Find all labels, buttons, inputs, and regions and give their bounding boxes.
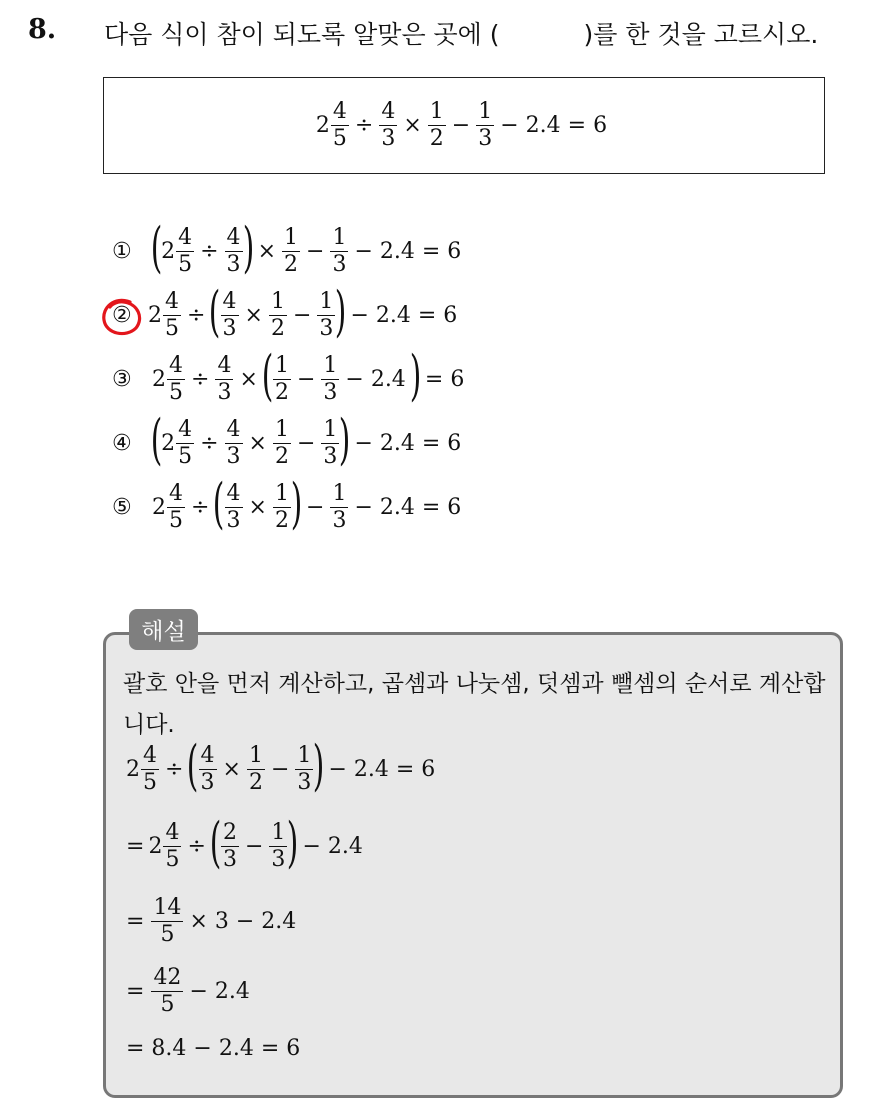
explanation-step-3: = $\frac{14}{5}$ × 3 − 2.4 (126, 895, 297, 947)
option-5-mark: ⑤ (112, 494, 132, 520)
explanation-step-1: 2 $\frac{4}{5}$ ÷ ( $\frac{4}{3}$ × $\frac{1}{2}$ − $\frac{1}{3}$ ) − 2.4 = 6 (126, 734, 436, 797)
option-2[interactable] (112, 280, 462, 343)
option-4[interactable] (112, 408, 466, 471)
option-5[interactable] (112, 472, 466, 535)
explanation-step-5: = 8.4 − 2.4 = 6 (126, 1036, 301, 1061)
option-4-mark: ④ (112, 430, 132, 456)
option-2-expression: 2 $\frac{4}{5}$ ÷ ( $\frac{4}{3}$ × $\frac{1}{2}$ − $\frac{1}{3}$ ) − 2.4 = 6 (148, 280, 458, 343)
explanation-step-2: = 2 $\frac{4}{5}$ ÷ ( $\frac{2}{3}$ − $\frac{1}{3}$ ) − 2.4 (126, 811, 363, 874)
option-2-mark: ② (112, 302, 132, 328)
explanation-step-4: = $\frac{42}{5}$ − 2.4 (126, 965, 250, 1017)
question-text: 다음 식이 참이 되도록 알맞은 곳에 ( )를 한 것을 고르시오. (104, 20, 819, 49)
option-3[interactable] (112, 344, 469, 407)
option-5-expression: 2 $\frac{4}{5}$ ÷ ( $\frac{4}{3}$ × $\frac{1}{2}$ ) − $\frac{1}{3}$ − 2.4 = 6 (152, 472, 462, 535)
option-4-expression: ( 2 $\frac{4}{5}$ ÷ $\frac{4}{3}$ × $\frac{1}{2}$ − $\frac{1}{3}$ ) − 2.4 = 6 (150, 408, 462, 471)
problem-expression-box (103, 77, 825, 174)
answer-circle-annotation (100, 296, 144, 340)
explanation-text: 괄호 안을 먼저 계산하고, 곱셈과 나눗셈, 덧셈과 뺄셈의 순서로 계산합니다. (123, 671, 826, 738)
option-1-expression: ( 2 $\frac{4}{5}$ ÷ $\frac{4}{3}$ ) × $\frac{1}{2}$ − $\frac{1}{3}$ − 2.4 = 6 (150, 216, 462, 279)
problem-expression: 2 $\frac{4}{5}$ ÷ $\frac{4}{3}$ × $\frac{1}{2}$ − $\frac{1}{3}$ − 2.4 = 6 (315, 99, 608, 151)
explanation-tab: 해설 (129, 609, 198, 650)
option-1[interactable] (112, 216, 466, 279)
question-number: 8. (28, 14, 57, 45)
option-1-mark: ① (112, 238, 132, 264)
option-3-mark: ③ (112, 366, 132, 392)
option-3-expression: 2 $\frac{4}{5}$ ÷ $\frac{4}{3}$ × ( $\frac{1}{2}$ − $\frac{1}{3}$ − 2.4 ) = 6 (152, 344, 465, 407)
